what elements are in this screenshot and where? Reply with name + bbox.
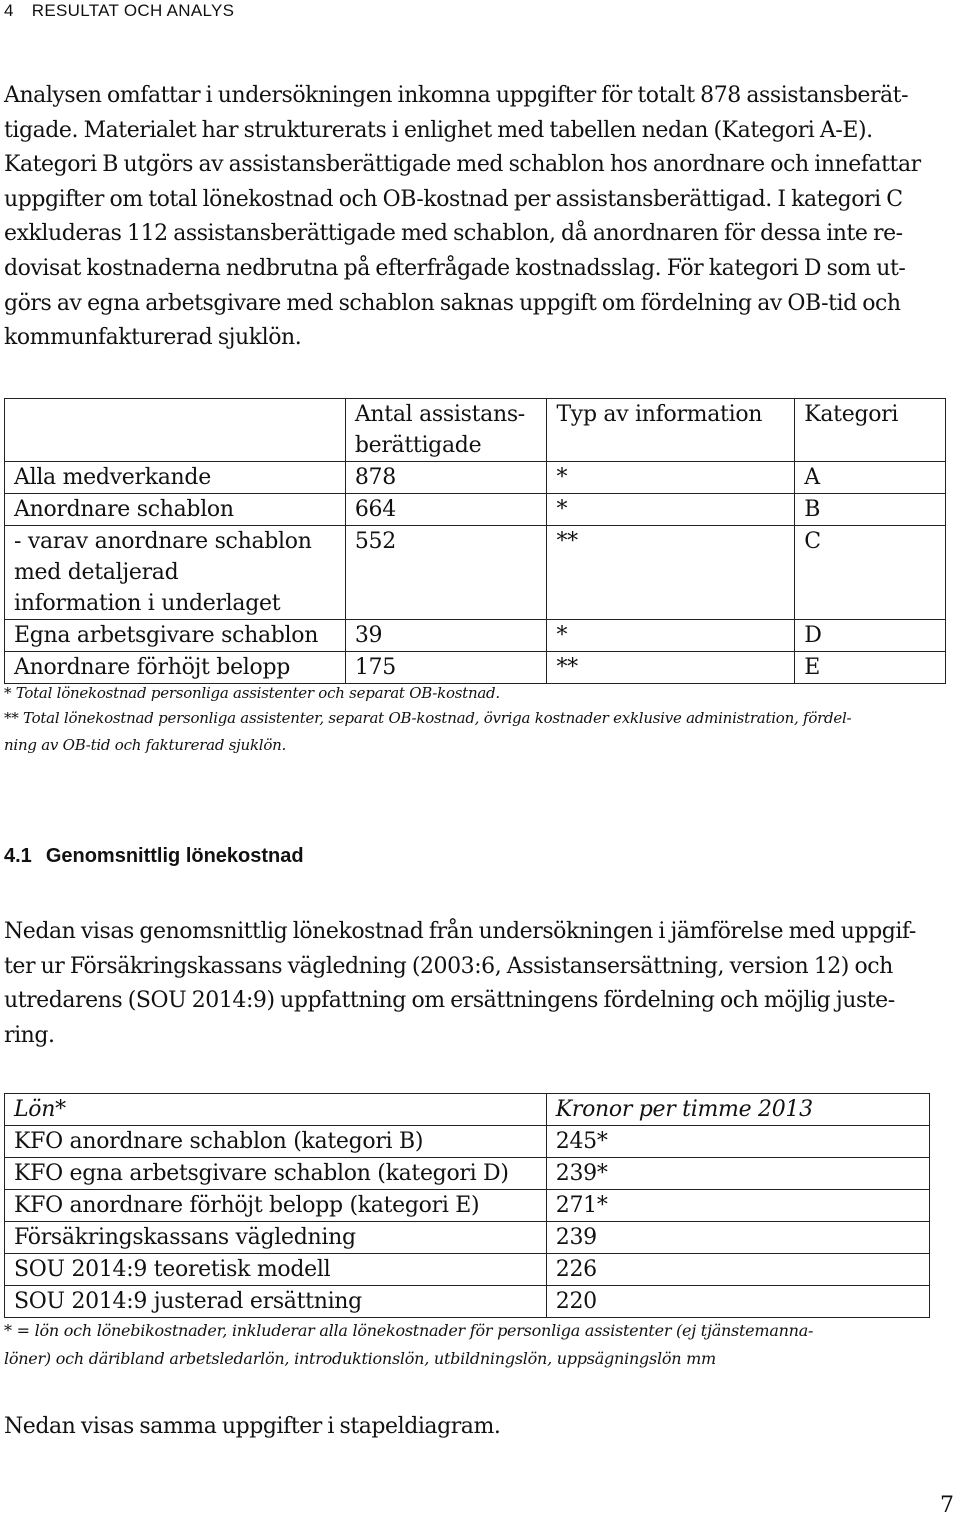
table-row (5, 494, 946, 526)
table-cell: Försäkringskassans vägledning (5, 1222, 547, 1254)
table-cell: Egna arbetsgivare schablon (5, 620, 346, 652)
chapter-number: 4 (4, 1, 14, 20)
table-cell: A (795, 462, 946, 494)
section-title: Genomsnittlig lönekostnad (45, 845, 304, 867)
table-note: * Total lönekostnad personliga assistenter och separat OB-kostnad. (4, 684, 500, 702)
table-header-cell: Kronor per timme 2013 (546, 1094, 929, 1126)
table-cell: 175 (345, 652, 547, 684)
table-cell: 226 (546, 1254, 929, 1286)
intro-line: Analysen omfattar i undersökningen inkomna uppgifter för totalt 878 assistansberät- (4, 83, 909, 108)
table-cell: ** (547, 526, 795, 620)
table-cell: Anordnare förhöjt belopp (5, 652, 346, 684)
table-cell: D (795, 620, 946, 652)
table-cell: * (547, 494, 795, 526)
table-cell: 664 (345, 494, 547, 526)
table-header-cell: Kategori (795, 399, 946, 462)
intro-line: Kategori B utgörs av assistansberättigade med schablon hos anordnare och innefattar (4, 152, 921, 178)
table-header-row (5, 399, 946, 462)
section-paragraph (4, 915, 959, 1053)
table-row (5, 1158, 930, 1190)
table-cell: 878 (345, 462, 547, 494)
table-cell: 220 (546, 1286, 929, 1318)
table-header-cell (5, 399, 346, 462)
table-note: löner) och däribland arbetsledarlön, introduktionslön, utbildningslön, uppsägningslön mm (4, 1349, 716, 1368)
table-cell: ** (547, 652, 795, 684)
table-row (5, 1222, 930, 1254)
intro-line: dovisat kostnaderna nedbrutna på efterfrågade kostnadsslag. För kategori D som ut- (4, 255, 906, 281)
table-cell: 245* (546, 1126, 929, 1158)
salary-table (4, 1093, 930, 1318)
table-cell: E (795, 652, 946, 684)
table-row (5, 1286, 930, 1318)
table-note: ** Total lönekostnad personliga assistenter, separat OB-kostnad, övriga kostnader exklusive administration, fördel- (4, 709, 852, 727)
table-header-row (5, 1094, 930, 1126)
table-row (5, 620, 946, 652)
table-header-cell: Antal assistans- berättigade (345, 399, 547, 462)
table-cell: KFO anordnare förhöjt belopp (kategori E) (5, 1190, 547, 1222)
table-cell: KFO egna arbetsgivare schablon (kategori D) (5, 1158, 547, 1190)
table-row (5, 1126, 930, 1158)
intro-line: kommunfakturerad sjuklön. (4, 325, 302, 351)
table-cell: * (547, 462, 795, 494)
intro-paragraph (4, 79, 959, 356)
table-cell: 552 (345, 526, 547, 620)
closing-line: Nedan visas samma uppgifter i stapeldiagram. (4, 1414, 501, 1439)
section-line: utredarens (SOU 2014:9) uppfattning om ersättningens fördelning och möjlig juste- (4, 988, 895, 1014)
table-cell: Alla medverkande (5, 462, 346, 494)
section-heading (4, 841, 304, 871)
table-row (5, 526, 946, 620)
table-cell: * (547, 620, 795, 652)
table-row (5, 652, 946, 684)
page-number: 7 (940, 1493, 954, 1518)
table-note: ning av OB-tid och fakturerad sjuklön. (4, 736, 287, 754)
table-cell: B (795, 494, 946, 526)
table-cell: 271* (546, 1190, 929, 1222)
table-cell: - varav anordnare schablon med detaljerad information i underlaget (5, 526, 346, 620)
section-line: Nedan visas genomsnittlig lönekostnad från undersökningen i jämförelse med uppgif- (4, 919, 916, 944)
table-cell: SOU 2014:9 justerad ersättning (5, 1286, 547, 1318)
table-cell: SOU 2014:9 teoretisk modell (5, 1254, 547, 1286)
table-row (5, 462, 946, 494)
table-row (5, 1190, 930, 1222)
intro-line: görs av egna arbetsgivare med schablon saknas uppgift om fördelning av OB-tid och (4, 290, 901, 316)
table-cell: 239* (546, 1158, 929, 1190)
section-line: ring. (4, 1022, 55, 1048)
table-cell: 39 (345, 620, 547, 652)
table-header-cell: Lön* (5, 1094, 547, 1126)
table-note: * = lön och lönebikostnader, inkluderar alla lönekostnader för personliga assistenter (ej tjänstemanna- (4, 1321, 814, 1340)
closing-text (4, 1410, 959, 1445)
intro-line: uppgifter om total lönekostnad och OB-kostnad per assistansberättigad. I kategori C (4, 186, 903, 212)
section-line: ter ur Försäkringskassans vägledning (2003:6, Assistansersättning, version 12) och (4, 953, 893, 979)
table-header-cell: Typ av information (547, 399, 795, 462)
category-table (4, 398, 946, 684)
section-number: 4.1 (4, 845, 32, 867)
table-cell: C (795, 526, 946, 620)
chapter-heading (4, 0, 234, 22)
chapter-title: RESULTAT OCH ANALYS (31, 1, 235, 20)
table-cell: KFO anordnare schablon (kategori B) (5, 1126, 547, 1158)
intro-line: tigade. Materialet har strukturerats i enlighet med tabellen nedan (Kategori A-E). (4, 117, 873, 143)
table-row (5, 1254, 930, 1286)
table-cell: Anordnare schablon (5, 494, 346, 526)
intro-line: exkluderas 112 assistansberättigade med schablon, då anordnaren för dessa inte re- (4, 221, 903, 247)
table-cell: 239 (546, 1222, 929, 1254)
